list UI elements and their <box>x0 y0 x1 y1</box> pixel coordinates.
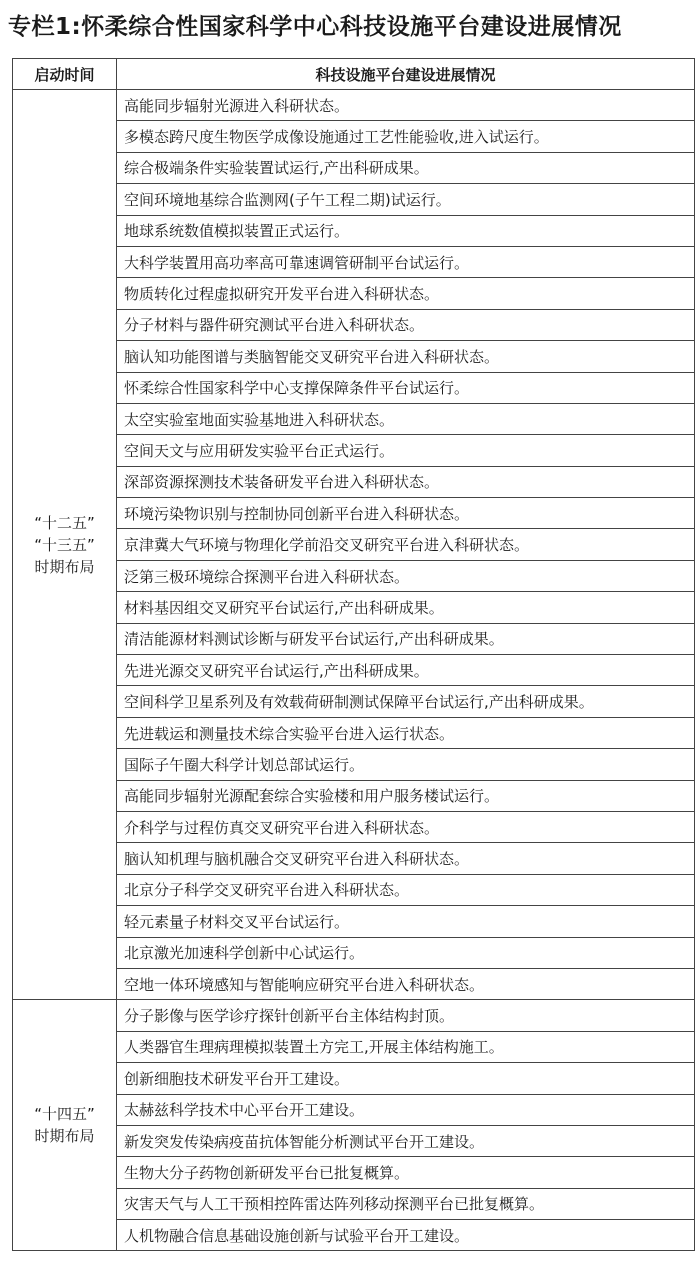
progress-item: 分子影像与医学诊疗探针创新平台主体结构封顶。 <box>117 1000 695 1031</box>
progress-item: 人类器官生理病理模拟装置土方完工,开展主体结构施工。 <box>117 1031 695 1062</box>
header-start-time: 启动时间 <box>13 59 117 90</box>
progress-item: 京津冀大气环境与物理化学前沿交叉研究平台进入科研状态。 <box>117 529 695 560</box>
progress-item: 太赫兹科学技术中心平台开工建设。 <box>117 1094 695 1125</box>
progress-table <box>12 58 695 1251</box>
progress-item: 分子材料与器件研究测试平台进入科研状态。 <box>117 309 695 340</box>
progress-item: 深部资源探测技术装备研发平台进入科研状态。 <box>117 466 695 497</box>
header-progress: 科技设施平台建设进展情况 <box>117 59 695 90</box>
progress-item: 北京激光加速科学创新中心试运行。 <box>117 937 695 968</box>
progress-item: 生物大分子药物创新研发平台已批复概算。 <box>117 1157 695 1188</box>
period-label: “十三五” <box>34 535 95 554</box>
progress-item: 先进载运和测量技术综合实验平台进入运行状态。 <box>117 717 695 748</box>
progress-item: 国际子午圈大科学计划总部试运行。 <box>117 749 695 780</box>
progress-item: 脑认知机理与脑机融合交叉研究平台进入科研状态。 <box>117 843 695 874</box>
table-header-row <box>13 59 695 90</box>
progress-item: 高能同步辐射光源配套综合实验楼和用户服务楼试运行。 <box>117 780 695 811</box>
progress-item: 空地一体环境感知与智能响应研究平台进入科研状态。 <box>117 968 695 999</box>
progress-item: 物质转化过程虚拟研究开发平台进入科研状态。 <box>117 278 695 309</box>
progress-item: 创新细胞技术研发平台开工建设。 <box>117 1063 695 1094</box>
page-title: 专栏1:怀柔综合性国家科学中心科技设施平台建设进展情况 <box>8 14 622 40</box>
progress-item: 空间环境地基综合监测网(子午工程二期)试运行。 <box>117 184 695 215</box>
progress-item: 空间天文与应用研发实验平台正式运行。 <box>117 435 695 466</box>
progress-item: 北京分子科学交叉研究平台进入科研状态。 <box>117 874 695 905</box>
progress-item: 脑认知功能图谱与类脑智能交叉研究平台进入科研状态。 <box>117 341 695 372</box>
period-label: “十二五” <box>34 513 95 532</box>
progress-item: 人机物融合信息基础设施创新与试验平台开工建设。 <box>117 1220 695 1251</box>
progress-item: 泛第三极环境综合探测平台进入科研状态。 <box>117 560 695 591</box>
progress-item: 材料基因组交叉研究平台试运行,产出科研成果。 <box>117 592 695 623</box>
table-body <box>13 90 695 1251</box>
progress-item: 综合极端条件实验装置试运行,产出科研成果。 <box>117 152 695 183</box>
table-row <box>13 1000 695 1031</box>
period-cell <box>13 90 117 1000</box>
progress-item: 怀柔综合性国家科学中心支撑保障条件平台试运行。 <box>117 372 695 403</box>
progress-item: 新发突发传染病疫苗抗体智能分析测试平台开工建设。 <box>117 1125 695 1156</box>
progress-item: 环境污染物识别与控制协同创新平台进入科研状态。 <box>117 498 695 529</box>
table-row <box>13 90 695 121</box>
progress-item: 介科学与过程仿真交叉研究平台进入科研状态。 <box>117 811 695 842</box>
period-label: “十四五” <box>34 1105 95 1124</box>
period-label: 时期布局 <box>34 557 95 576</box>
progress-item: 太空实验室地面实验基地进入科研状态。 <box>117 403 695 434</box>
progress-item: 地球系统数值模拟装置正式运行。 <box>117 215 695 246</box>
progress-item: 轻元素量子材料交叉平台试运行。 <box>117 906 695 937</box>
progress-item: 灾害天气与人工干预相控阵雷达阵列移动探测平台已批复概算。 <box>117 1188 695 1219</box>
progress-item: 空间科学卫星系列及有效载荷研制测试保障平台试运行,产出科研成果。 <box>117 686 695 717</box>
period-label: 时期布局 <box>34 1127 95 1146</box>
progress-item: 先进光源交叉研究平台试运行,产出科研成果。 <box>117 655 695 686</box>
period-cell <box>13 1000 117 1251</box>
progress-item: 大科学装置用高功率高可靠速调管研制平台试运行。 <box>117 246 695 277</box>
progress-item: 高能同步辐射光源进入科研状态。 <box>117 90 695 121</box>
progress-item: 多模态跨尺度生物医学成像设施通过工艺性能验收,进入试运行。 <box>117 121 695 152</box>
progress-item: 清洁能源材料测试诊断与研发平台试运行,产出科研成果。 <box>117 623 695 654</box>
